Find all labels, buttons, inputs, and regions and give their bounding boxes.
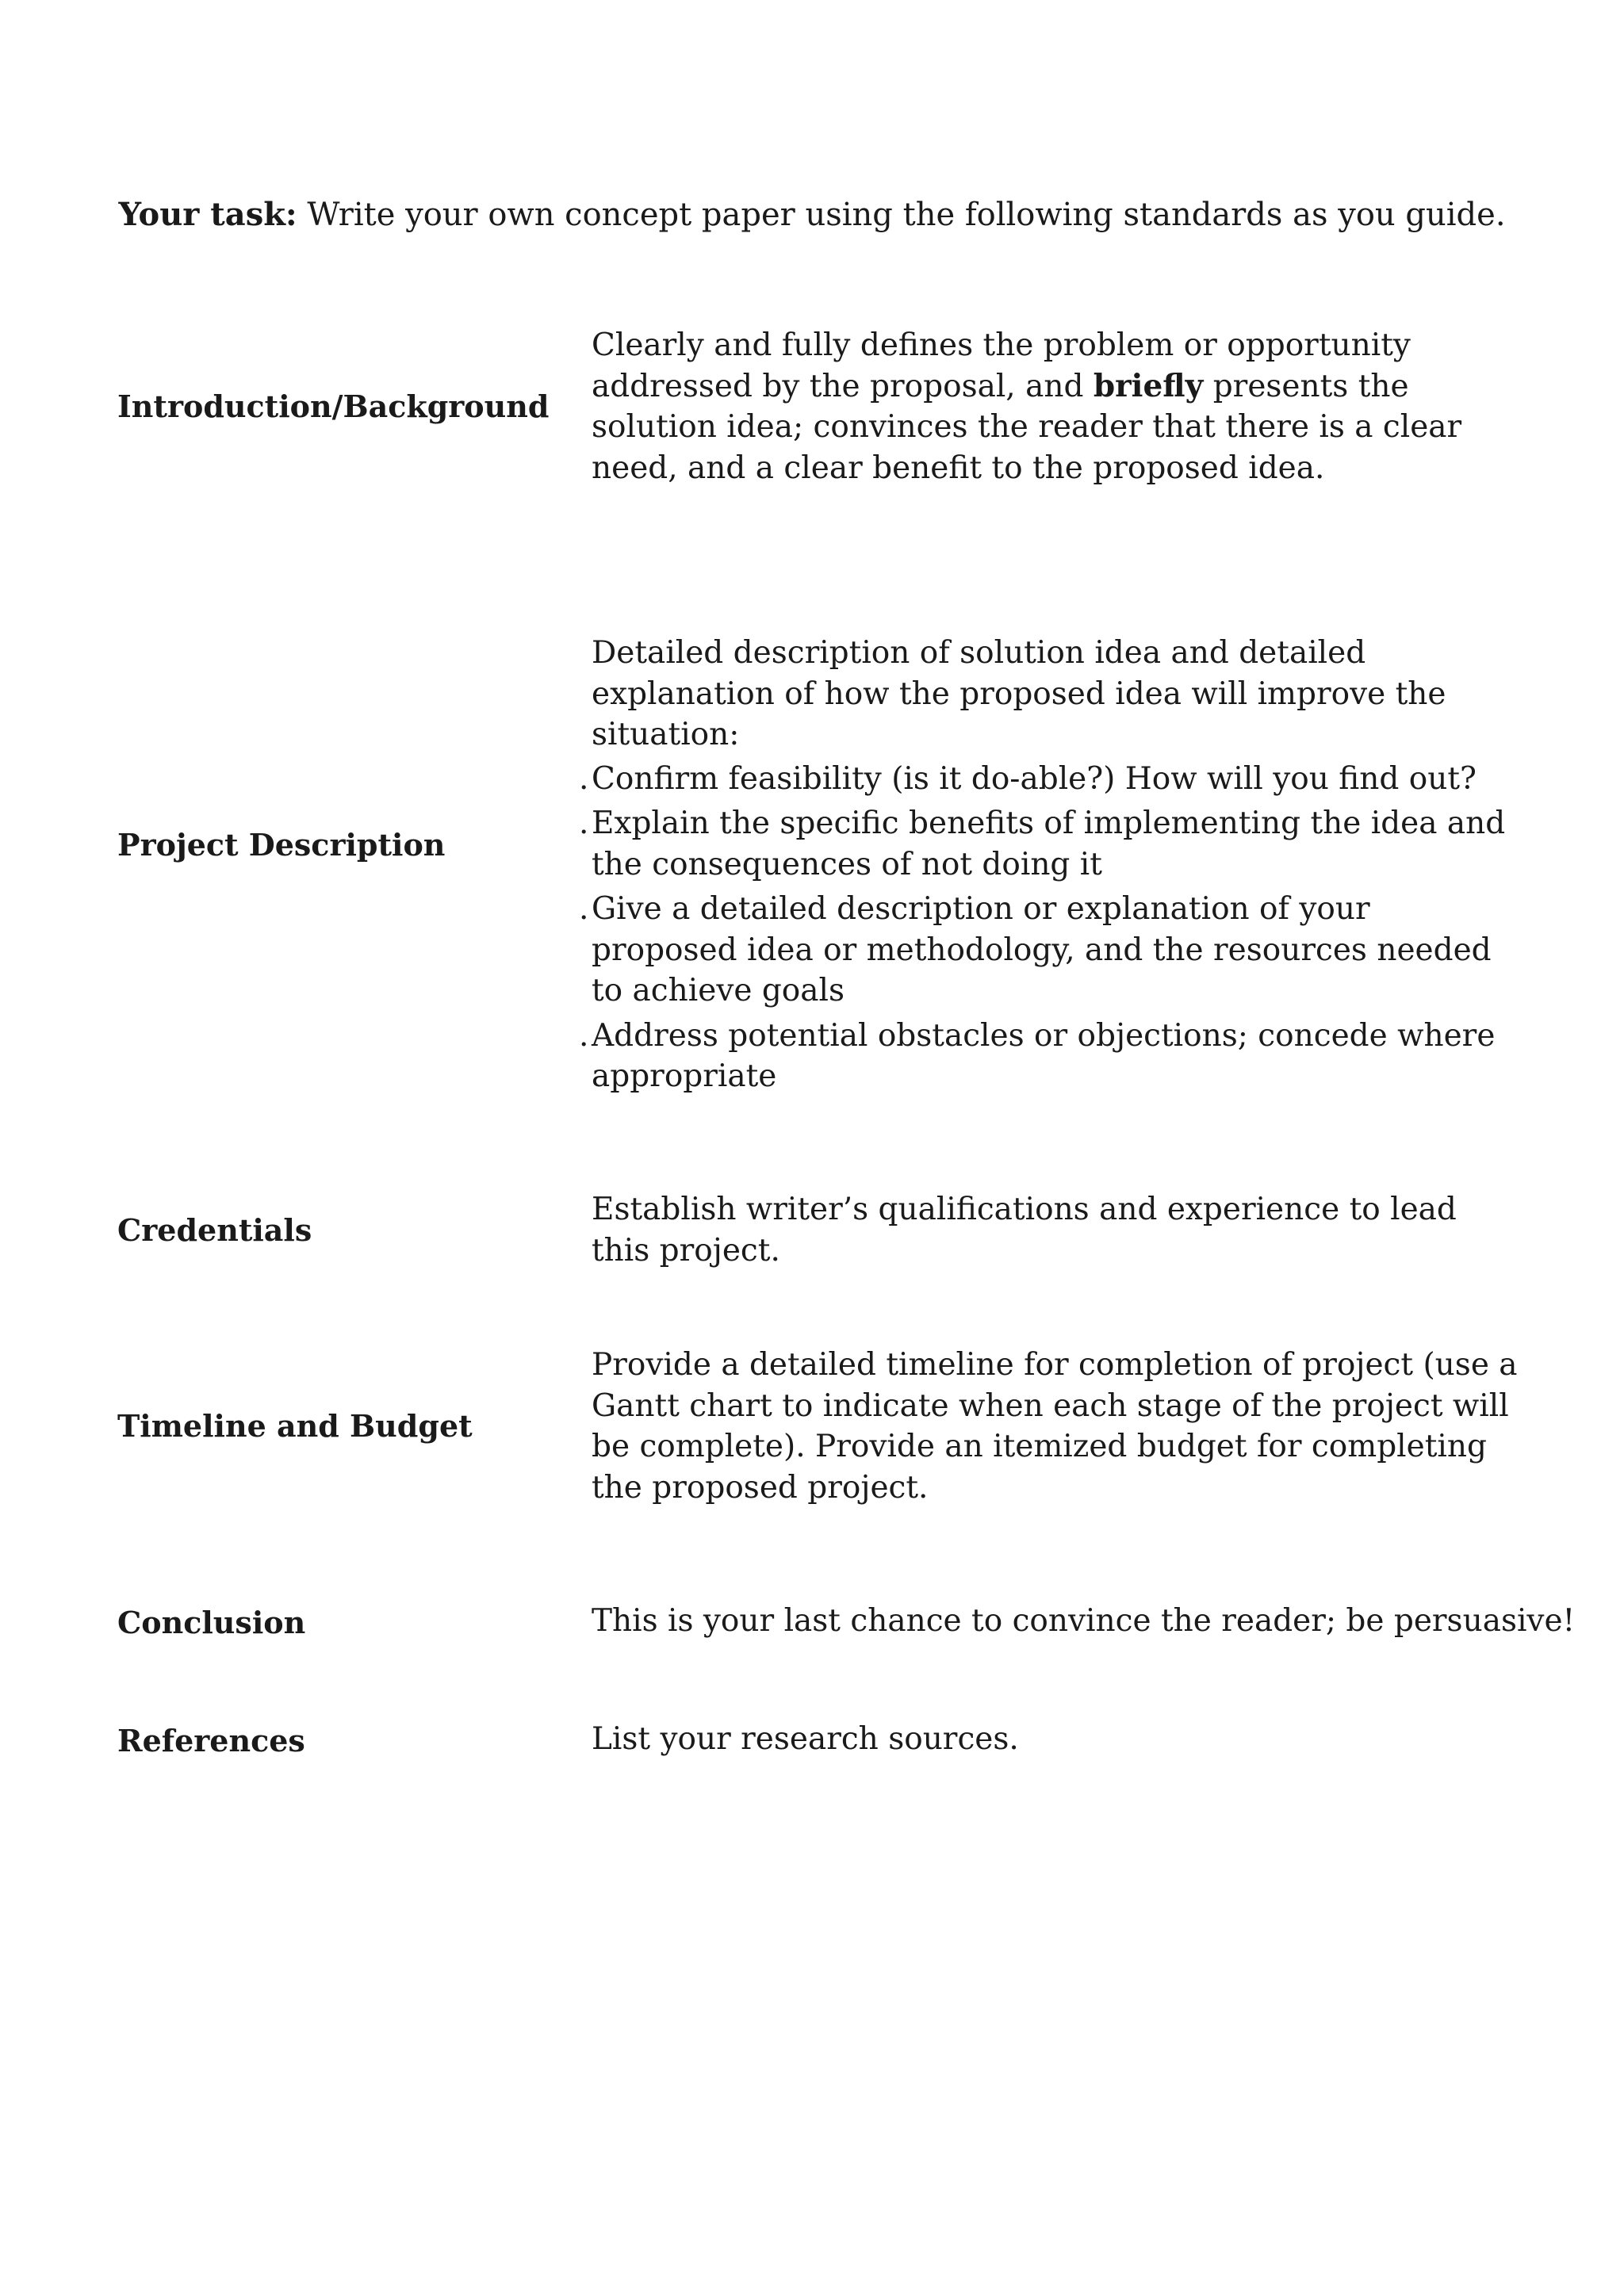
list-item: [579, 759, 1519, 800]
intro-desc-before: Clearly and fully defines the problem or opportunity addressed by the proposal, and: [592, 327, 1411, 404]
list-item: [579, 1016, 1519, 1097]
section-desc-conclusion: This is your last chance to convince the reader; be persuasive!: [592, 1603, 1576, 1639]
task-instruction: [0, 193, 1624, 237]
bullet-text: Give a detailed description or explanation of your proposed idea or methodology, and the resources needed to achieve goals: [592, 891, 1492, 1008]
section-desc-project-description: [579, 633, 1519, 1101]
list-item: [579, 803, 1519, 885]
section-label-introduction: Introduction/Background: [117, 388, 550, 424]
bullet-marker: .: [579, 760, 589, 797]
intro-desc-bold: briefly: [1093, 367, 1204, 404]
bullet-text: Address potential obstacles or objections; concede where appropriate: [592, 1017, 1496, 1094]
bullet-marker: .: [579, 1017, 589, 1054]
section-desc-credentials: Establish writer’s qualifications and experience to lead this project.: [592, 1192, 1457, 1269]
section-label-timeline-budget: Timeline and Budget: [117, 1408, 473, 1444]
section-desc-references: List your research sources.: [592, 1721, 1019, 1757]
section-label-credentials: Credentials: [117, 1212, 312, 1248]
intro-desc-after: presents the solution idea; convinces the reader that there is a clear need, and a clear benefit to the proposed idea.: [592, 368, 1462, 486]
task-text: Write your own concept paper using the following standards as you guide.: [297, 197, 1506, 233]
bullet-text: Confirm feasibility (is it do-able?) How will you find out?: [592, 760, 1477, 797]
section-desc-introduction: [592, 325, 1519, 488]
list-item: [579, 889, 1519, 1012]
section-label-conclusion: Conclusion: [117, 1605, 306, 1640]
bullet-marker: .: [579, 806, 589, 841]
section-label-project-description: Project Description: [117, 827, 446, 863]
bullet-marker: .: [579, 891, 589, 927]
project-description-intro: Detailed description of solution idea and detailed explanation of how the proposed idea will improve the situation:: [592, 635, 1446, 752]
section-label-references: References: [117, 1723, 305, 1758]
bullet-text: Explain the specific benefits of implementing the idea and the consequences of not doing it: [592, 806, 1506, 882]
section-desc-timeline-budget: Provide a detailed timeline for completion of project (use a Gantt chart to indicate when each stage of the project will be complete). Provide an itemized budget for completing the proposed project.: [592, 1347, 1518, 1506]
task-label: Your task:: [118, 196, 297, 233]
project-description-bullets: [579, 759, 1519, 1097]
